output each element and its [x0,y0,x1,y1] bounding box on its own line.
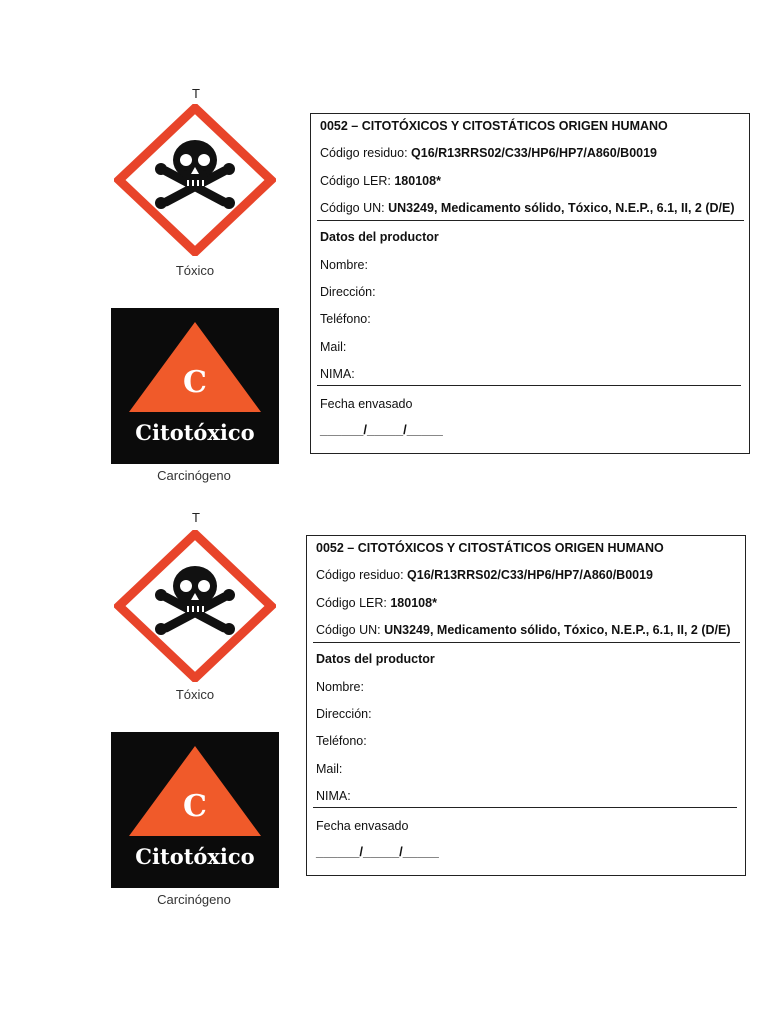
divider [313,642,740,643]
cyto-word: Citotóxico [135,844,255,869]
skull-crossbones-icon [114,530,276,682]
waste-label-block-2 [0,424,768,907]
toxic-letter: T [192,86,200,101]
producer-heading: Datos del productor [316,652,435,666]
label-title: 0052 – CITOTÓXICOS Y CITOSTÁTICOS ORIGEN HUMANO [316,541,664,555]
mail-field: Mail: [316,762,343,776]
divider [313,807,737,808]
residuo-code: Código residuo: Q16/R13RRS02/C33/HP6/HP7/A860/B0019 [320,146,658,160]
label-box [306,535,746,876]
telefono-field: Teléfono: [320,312,371,326]
ler-code: Código LER: 180108* [316,596,437,610]
date-blank: ______/_____/_____ [320,422,443,437]
nombre-field: Nombre: [316,680,364,694]
toxic-caption: Tóxico [175,687,215,702]
telefono-field: Teléfono: [316,734,367,748]
ler-code: Código LER: 180108* [320,174,441,188]
cyto-letter: C [183,789,207,824]
skull-crossbones-icon [114,104,276,256]
nima-field: NIMA: [316,789,351,803]
label-box [310,113,750,454]
un-code: Código UN: UN3249, Medicamento sólido, Tóxico, N.E.P., 6.1, II, 2 (D/E) [320,201,735,215]
fecha-label: Fecha envasado [320,397,413,411]
carcinogen-caption: Carcinógeno [157,892,231,907]
label-title: 0052 – CITOTÓXICOS Y CITOSTÁTICOS ORIGEN HUMANO [320,119,668,133]
residuo-code: Código residuo: Q16/R13RRS02/C33/HP6/HP7/A860/B0019 [316,568,654,582]
cyto-letter: C [183,365,207,400]
cyto-word: Citotóxico [135,420,255,445]
direccion-field: Dirección: [320,285,376,299]
toxic-caption: Tóxico [175,263,215,278]
un-code: Código UN: UN3249, Medicamento sólido, Tóxico, N.E.P., 6.1, II, 2 (D/E) [316,623,731,637]
fecha-label: Fecha envasado [316,819,409,833]
toxic-letter: T [192,510,200,525]
divider [317,220,744,221]
waste-label-block-1 [0,0,768,483]
mail-field: Mail: [320,340,347,354]
carcinogen-caption: Carcinógeno [157,468,231,483]
date-blank: ______/_____/_____ [316,844,439,859]
cytotoxic-pictogram [111,732,279,888]
nombre-field: Nombre: [320,258,368,272]
divider [317,385,741,386]
producer-heading: Datos del productor [320,230,439,244]
nima-field: NIMA: [320,367,355,381]
direccion-field: Dirección: [316,707,372,721]
